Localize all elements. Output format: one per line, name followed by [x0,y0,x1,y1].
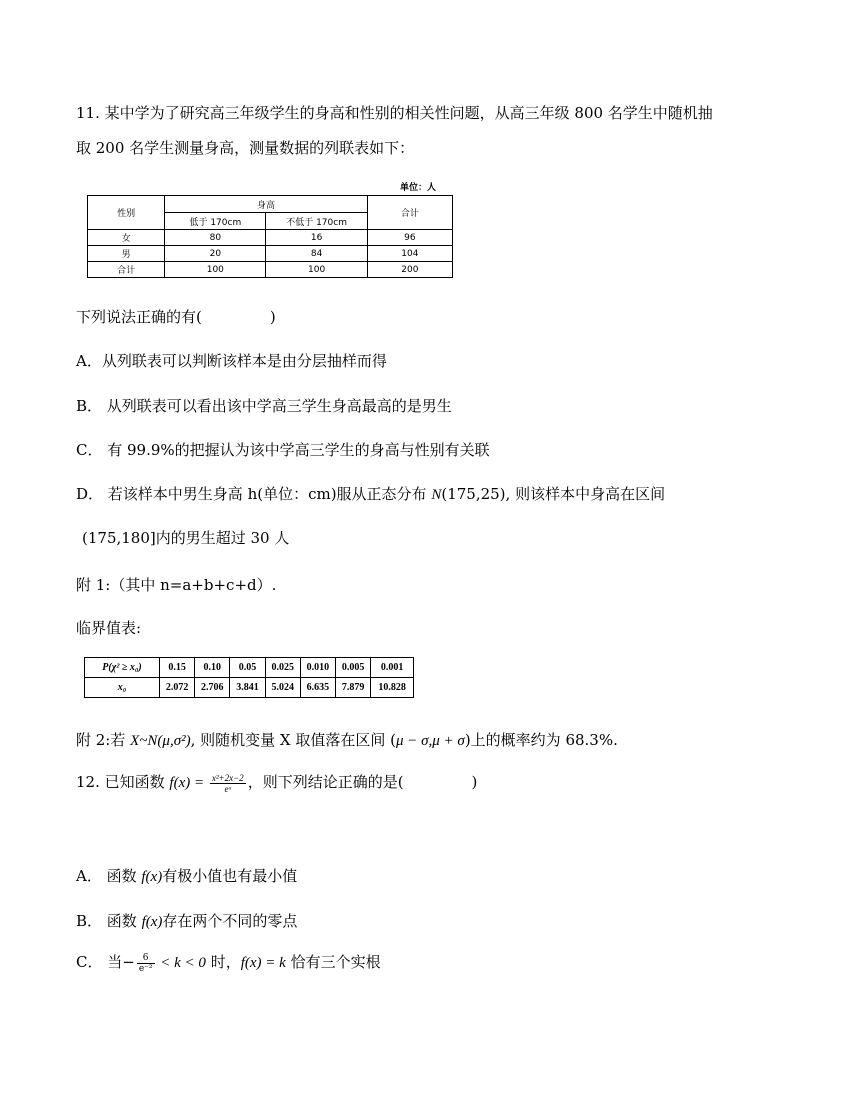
q12-option-a: A． 函数 f(x)有极小值也有最小值 [76,867,298,885]
header-gender: 性别 [88,196,165,230]
crit-p: 0.025 [265,658,300,678]
crit-x: 10.828 [371,678,414,698]
crit-x: 7.879 [336,678,371,698]
q11-stem-line1: 11. 某中学为了研究高三年级学生的身高和性别的相关性问题，从高三年级 800 名学生中随机抽 [76,104,713,122]
table-row [88,262,453,278]
row-label: 女 [88,230,165,246]
q11-option-d: D． 若该样本中男生身高 h(单位：cm)服从正态分布 N(175,25), 则该样本中身高在区间 [76,485,666,503]
q11-option-c: C． 有 99.9%的把握认为该中学高三学生的身高与性别有关联 [76,441,490,459]
q11-stem-line2: 取 200 名学生测量身高，测量数据的列联表如下： [76,139,415,157]
cell-total: 200 [367,262,452,278]
header-height: 身高 [165,196,368,213]
crit-x: 3.841 [230,678,265,698]
crit-p: 0.010 [300,658,335,678]
crit-p: 0.15 [160,658,195,678]
q11-option-b: B． 从列联表可以看出该中学高三学生身高最高的是男生 [76,397,452,415]
q12-option-c: C． 当− $\frac{6}{\text{e⁻²}}$ < k < 0 时，f(x) = k 恰有三个实根 [76,952,381,974]
table-row [88,246,453,262]
row-label: 合计 [88,262,165,278]
crit-x: 2.072 [160,678,195,698]
cell-total: 104 [367,246,452,262]
crit-p: 0.005 [336,658,371,678]
crit-p: 0.05 [230,658,265,678]
crit-p: 0.001 [371,658,414,678]
critical-table-title: 临界值表: [76,619,142,637]
note-2: 附 2:若 X~N(μ,σ²), 则随机变量 X 取值落在区间 (μ − σ,μ + σ)上的概率约为 68.3%. [76,731,618,749]
cell-total: 96 [367,230,452,246]
q12-option-b: B． 函数 f(x)存在两个不同的零点 [76,912,298,930]
q12-option-c-fraction: $\frac{6}{\text{e⁻²}}$ [138,952,153,974]
q12-fraction: $\frac{\text{x²+2x−2}}{\text{eˣ}}$ [211,772,244,794]
q11-prompt: 下列说法正确的有( ) [76,308,276,326]
cell-below: 100 [165,262,266,278]
table-unit-label: 单位：人 [400,183,437,193]
crit-row2-label: x₀ [85,678,160,698]
crit-p: 0.10 [195,658,230,678]
cell-notbelow: 84 [266,246,367,262]
table-row [88,230,453,246]
q12-stem: 12. 已知函数 f(x) = $\frac{\text{x²+2x−2}}{\text{eˣ}}$ ，则下列结论正确的是( ) [76,772,478,794]
crit-x: 2.706 [195,678,230,698]
crit-x: 6.635 [300,678,335,698]
header-below-170: 低于 170cm [165,213,266,230]
crit-row1-label: P(χ² ≥ x₀) [85,658,160,678]
row-label: 男 [88,246,165,262]
q11-option-d-line2: (175,180]内的男生超过 30 人 [82,529,290,547]
cell-notbelow: 100 [266,262,367,278]
header-notbelow-170: 不低于 170cm [266,213,367,230]
cell-below: 20 [165,246,266,262]
contingency-table [87,195,453,278]
crit-x: 5.024 [265,678,300,698]
note-1: 附 1:（其中 n=a+b+c+d）. [76,576,277,594]
cell-below: 80 [165,230,266,246]
cell-notbelow: 16 [266,230,367,246]
header-total: 合计 [367,196,452,230]
critical-value-table [84,657,414,698]
q11-option-a: A．从列联表可以判断该样本是由分层抽样而得 [76,352,387,370]
